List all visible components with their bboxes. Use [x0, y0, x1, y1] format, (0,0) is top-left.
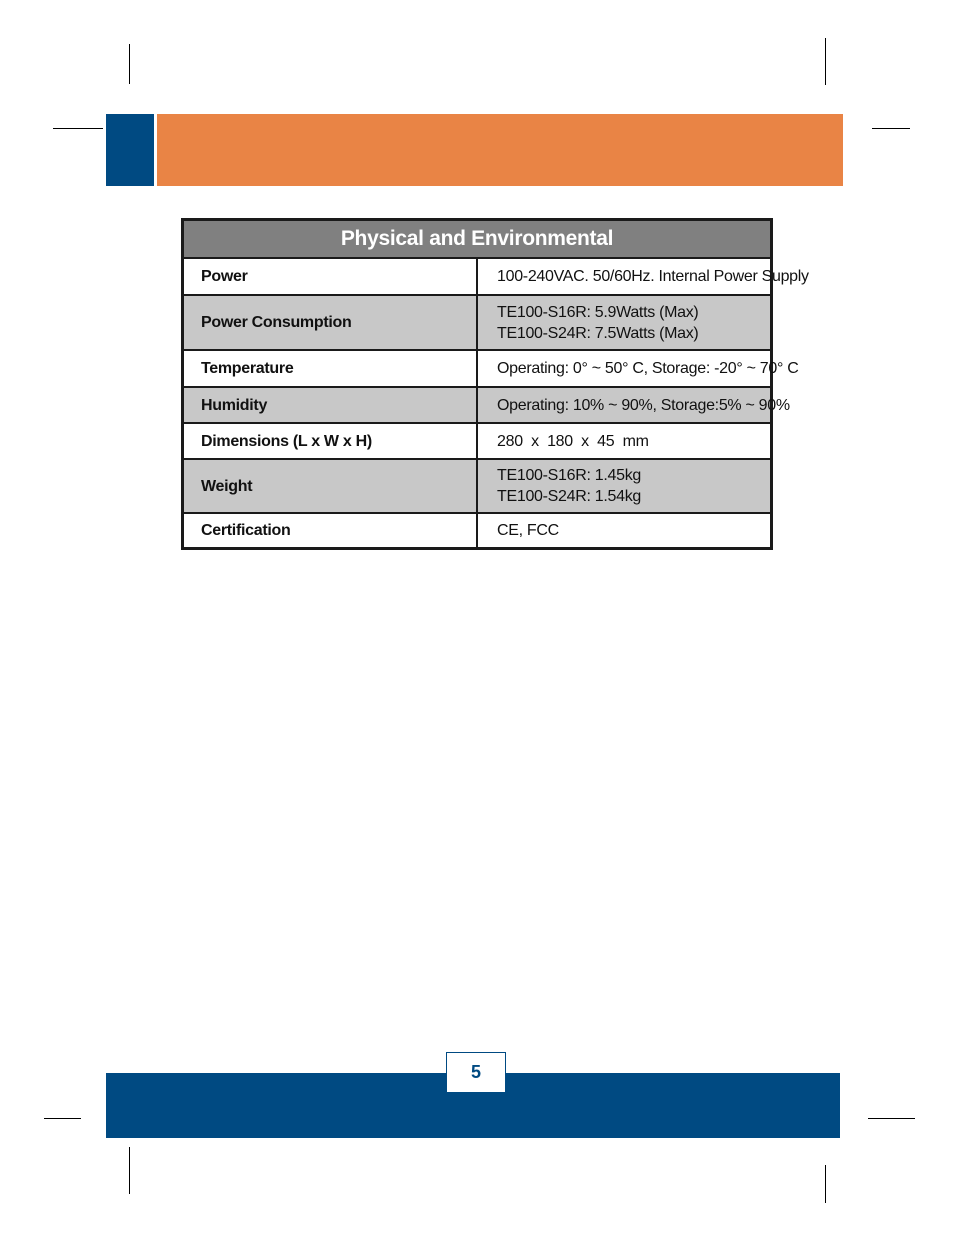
row-value: [477, 387, 790, 423]
row-label: Dimensions (L x W x H): [183, 423, 478, 459]
row-value-line: 280 x 180 x 45 mm: [497, 432, 649, 450]
row-value: [477, 258, 809, 295]
row-value-line: TE100-S24R: 1.54kg: [497, 488, 642, 505]
row-value-line: TE100-S24R: 7.5Watts (Max): [497, 324, 699, 342]
table-row-weight: [183, 459, 772, 513]
row-value: [477, 295, 772, 350]
table-row-power-consumption: [183, 295, 772, 350]
table-row-temperature: [183, 350, 772, 387]
header-blue-block: [106, 114, 154, 186]
page-number: 5: [446, 1052, 506, 1093]
crop-mark-bottom-right-horizontal: [868, 1118, 915, 1119]
row-value-line: Operating: 10% ~ 90%, Storage:5% ~ 90%: [497, 396, 790, 414]
table-row-dimensions: [183, 423, 772, 459]
row-value-line: TE100-S16R: 1.45kg: [497, 467, 642, 484]
row-value-line: TE100-S16R: 5.9Watts (Max): [497, 303, 699, 321]
row-label: Humidity: [183, 387, 478, 423]
table-row-humidity: [183, 387, 772, 423]
header-orange-band: [157, 114, 843, 186]
table-row-certification: [183, 513, 772, 548]
crop-mark-top-left-vertical: [129, 44, 130, 84]
row-value-line: CE, FCC: [497, 521, 559, 539]
row-value: [477, 459, 772, 513]
row-label: Weight: [183, 459, 478, 513]
row-value: [477, 513, 772, 548]
row-value-line: 100-240VAC. 50/60Hz. Internal Power Supply: [497, 268, 809, 285]
row-label: Certification: [183, 513, 478, 548]
table-title: Physical and Environmental: [183, 220, 772, 259]
crop-mark-top-right-vertical: [825, 38, 826, 85]
row-label: Power Consumption: [183, 295, 478, 350]
row-label: Power: [183, 258, 478, 295]
row-value: [477, 423, 772, 459]
crop-mark-bottom-right-vertical: [825, 1165, 826, 1203]
crop-mark-bottom-left-vertical: [129, 1147, 130, 1194]
crop-mark-bottom-left-horizontal: [44, 1118, 81, 1119]
crop-mark-top-left-horizontal: [53, 128, 103, 129]
table-header-row: [183, 220, 772, 259]
table-row-power: [183, 258, 772, 295]
row-value-line: Operating: 0° ~ 50° C, Storage: -20° ~ 70° C: [497, 360, 799, 377]
row-label: Temperature: [183, 350, 478, 387]
crop-mark-top-right-horizontal: [872, 128, 910, 129]
physical-environmental-table: [181, 218, 809, 550]
row-value: [477, 350, 799, 387]
